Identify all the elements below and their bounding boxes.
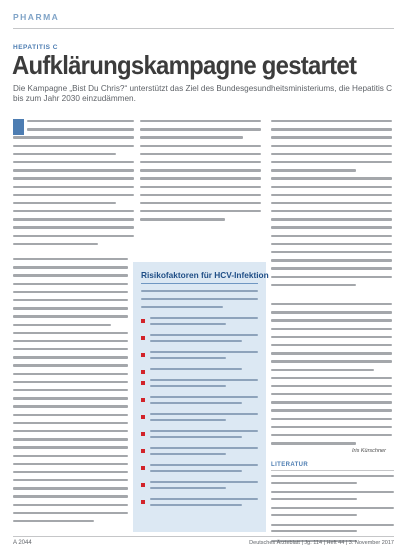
risk-factors-title: Risikofaktoren für HCV-Infektion xyxy=(141,270,269,280)
risk-factor-item xyxy=(141,464,258,481)
references-rule xyxy=(271,470,394,471)
references-title: LITERATUR xyxy=(271,462,309,468)
risk-factor-item xyxy=(141,334,258,351)
bullet-icon xyxy=(141,449,145,453)
risk-factor-item xyxy=(141,396,258,413)
bullet-icon xyxy=(141,381,145,385)
bullet-icon xyxy=(141,466,145,470)
bullet-icon xyxy=(141,415,145,419)
article-kicker: HEPATITIS C xyxy=(13,44,58,51)
bullet-icon xyxy=(141,483,145,487)
journal-line: Deutsches Ärzteblatt | Jg. 114 | Heft 44 | 3. November 2017 xyxy=(249,540,394,546)
body-column-2-top xyxy=(140,120,261,228)
bullet-icon xyxy=(141,370,145,374)
risk-factor-item xyxy=(141,413,258,430)
bullet-icon xyxy=(141,336,145,340)
risk-factors-list xyxy=(141,317,258,515)
drop-cap xyxy=(13,119,24,135)
risk-factor-item xyxy=(141,430,258,447)
article-headline: Aufklärungskampagne gestartet xyxy=(12,50,357,80)
body-column-1-top xyxy=(13,120,134,253)
author-line: Iris Kürschner xyxy=(352,448,386,454)
risk-factor-item xyxy=(141,368,258,379)
risk-factor-item xyxy=(141,481,258,498)
risk-factor-item xyxy=(141,351,258,368)
page-number: A 2044 xyxy=(13,540,32,546)
risk-factor-item xyxy=(141,379,258,396)
risk-factors-box xyxy=(133,262,269,532)
body-column-3-bottom xyxy=(271,303,392,446)
bullet-icon xyxy=(141,398,145,402)
risk-factor-item xyxy=(141,317,258,334)
article-deck: Die Kampagne „Bist Du Chris?“ unterstützt das Ziel des Bundesgesundheitsministeriums, die Hepatitis C bis zum Jahr 2030 einzudämmen. xyxy=(13,84,393,103)
risk-factors-intro xyxy=(141,290,258,314)
risk-factor-item xyxy=(141,447,258,464)
bullet-icon xyxy=(141,500,145,504)
footer-rule xyxy=(13,536,394,537)
header-rule xyxy=(13,28,394,29)
risk-factor-item xyxy=(141,498,258,515)
bullet-icon xyxy=(141,319,145,323)
risk-factors-rule xyxy=(141,283,258,284)
bullet-icon xyxy=(141,353,145,357)
bullet-icon xyxy=(141,432,145,436)
body-column-1-bottom xyxy=(13,258,128,536)
section-tag: PHARMA xyxy=(13,12,60,22)
body-column-3-top xyxy=(271,120,392,298)
